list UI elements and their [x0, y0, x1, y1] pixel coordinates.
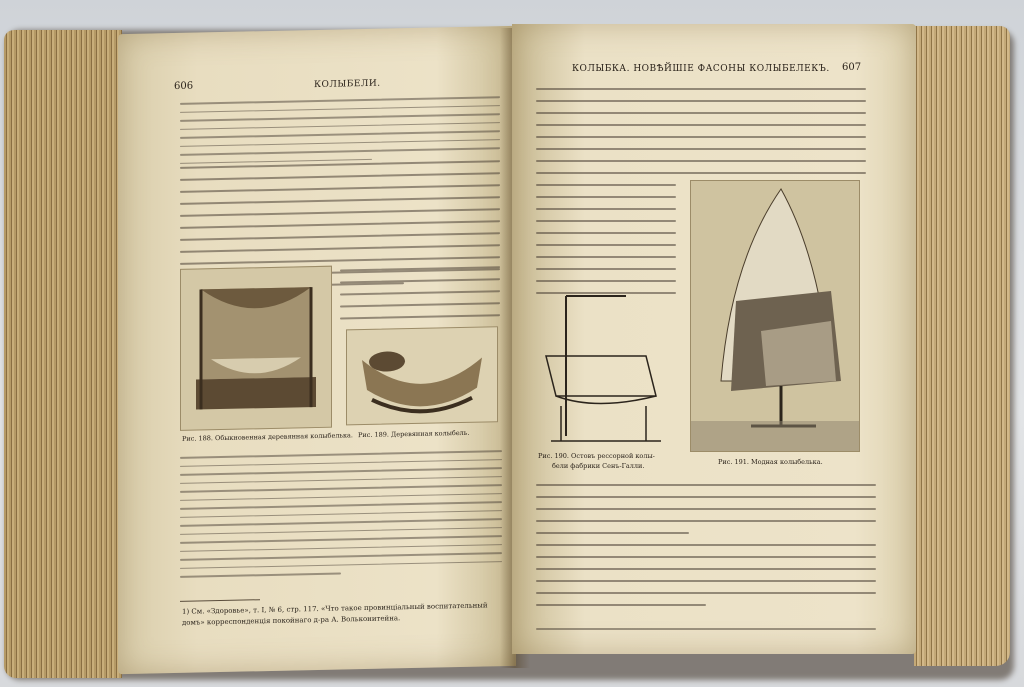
left-page-edges [4, 30, 122, 678]
right-bottom-line [536, 628, 876, 637]
right-page-number: 607 [842, 62, 862, 73]
figure-189-illustration [346, 326, 498, 425]
figure-189-caption: Рис. 189. Деревянная колыбель. [358, 428, 470, 440]
rocking-cradle-icon [347, 327, 497, 424]
left-top-paragraph [180, 96, 500, 171]
right-running-head: КОЛЫБКА. НОВѢЙШІЕ ФАСОНЫ КОЛЫБЕЛЕКЪ. [572, 64, 830, 74]
figure-191-caption: Рис. 191. Модная колыбелька. [718, 458, 823, 466]
left-running-head: КОЛЫБЕЛИ. [314, 78, 381, 91]
figure-190-caption-line2: бели фабрики Сенъ-Галли. [552, 462, 645, 470]
footnote-divider [180, 599, 260, 602]
cradle-engraving-icon [181, 267, 331, 430]
right-lower-paragraph [536, 484, 876, 616]
left-footnote: 1) См. «Здоровье», т. I, № 6, стр. 117. «Что такое провинціальный воспитательный домъ» корреспонденція покойнаго д-ра А. Вольконитейна. [182, 601, 488, 627]
figure-188-illustration [180, 266, 332, 431]
left-side-paragraph [340, 266, 500, 329]
left-lower-paragraph [180, 450, 502, 584]
left-page [118, 26, 516, 674]
figure-188-caption: Рис. 188. Обыкновенная деревянная колыбелька. [182, 431, 353, 443]
figure-191-illustration [690, 180, 860, 452]
cradle-frame-icon [536, 286, 676, 446]
right-top-paragraph [536, 88, 866, 184]
right-page-edges [914, 26, 1010, 666]
figure-190-caption-line1: Рис. 190. Остовъ рессорной колы- [538, 452, 655, 460]
right-page [512, 24, 916, 654]
figure-190-illustration [536, 286, 676, 446]
left-page-number: 606 [174, 80, 194, 92]
canopy-cradle-icon [691, 181, 859, 451]
